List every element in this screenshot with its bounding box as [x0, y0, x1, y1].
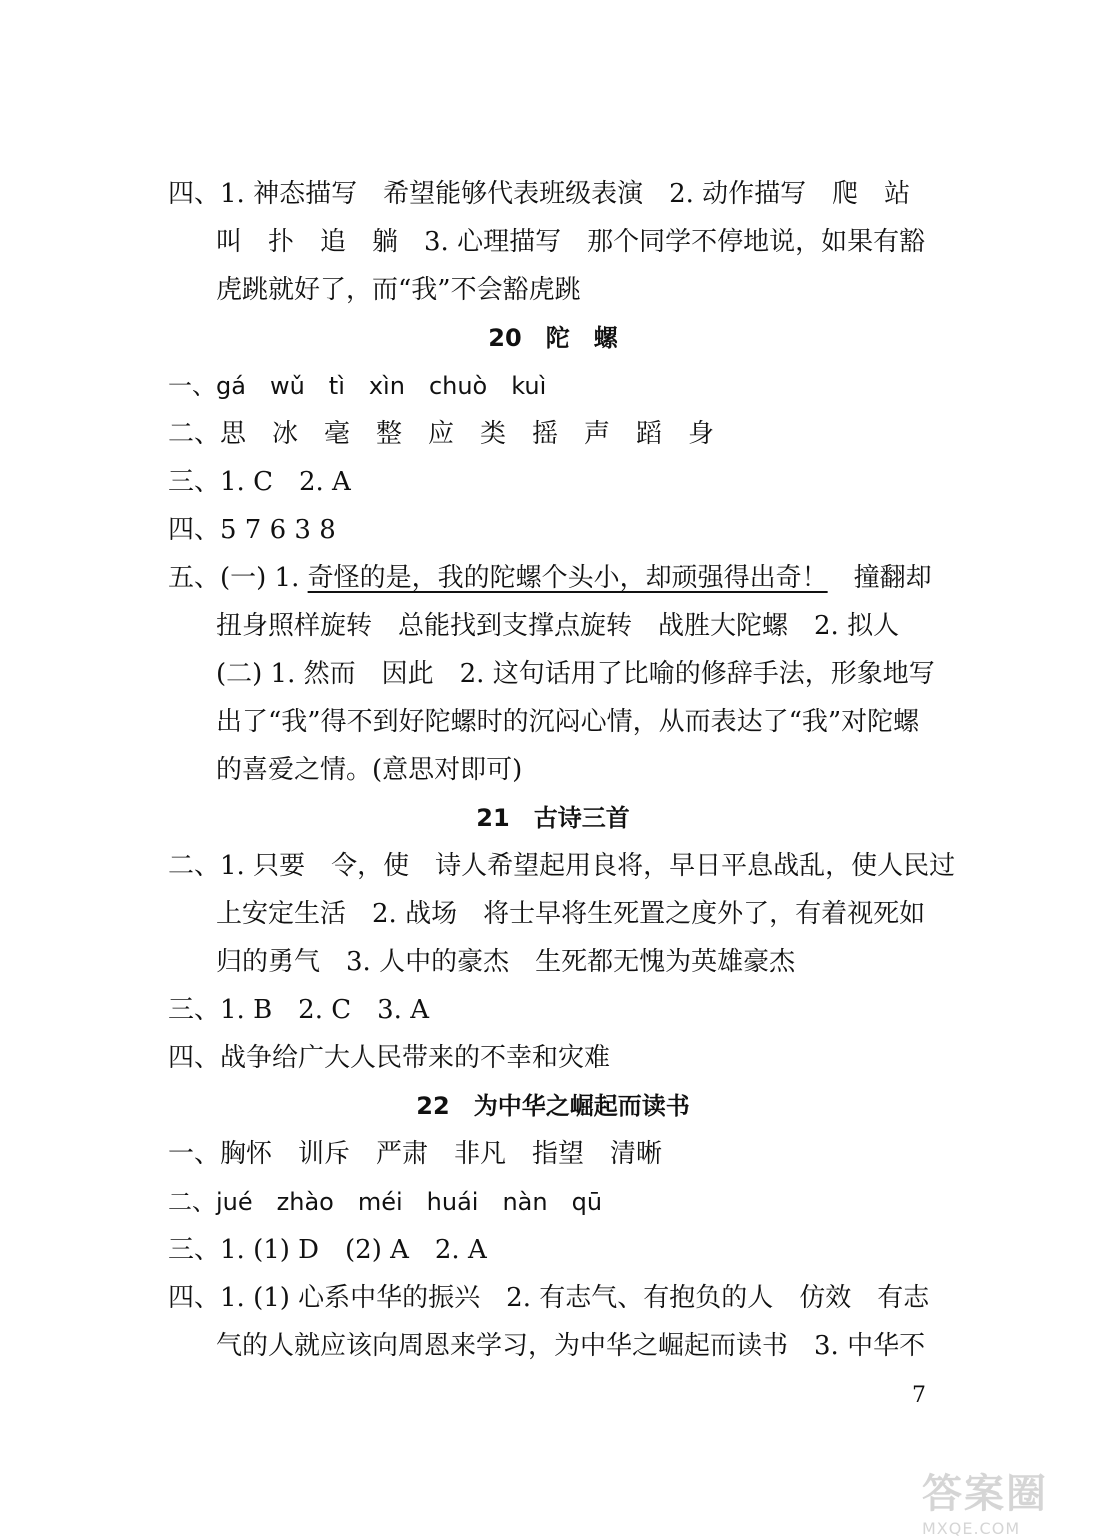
s20-answer-5-suffix: 撞翻却 — [827, 563, 932, 593]
underlined-sentence: 奇怪的是，我的陀螺个头小，却顽强得出奇！ — [307, 563, 828, 593]
s21-answer-2: 三、1. B 2. C 3. A — [168, 995, 429, 1025]
s22-answer-4: 四、1. (1) 心系中华的振兴 2. 有志气、有抱负的人 仿效 有志 — [168, 1283, 930, 1313]
s20-answer-5-line-4: 出了“我”得不到好陀螺时的沉闷心情，从而表达了“我”对陀螺 — [216, 707, 920, 737]
s22-answer-1: 一、胸怀 训斥 严肃 非凡 指望 清晰 — [168, 1139, 663, 1169]
s20-answer-1: 一、gá wǔ tì xìn chuò kuì — [168, 372, 547, 400]
s20-answer-3: 三、1. C 2. A — [168, 467, 351, 497]
watermark-title: 答案圈 — [922, 1471, 1048, 1517]
s19-line-2: 叫 扑 追 躺 3. 心理描写 那个同学不停地说，如果有豁 — [216, 227, 926, 257]
s20-answer-5-prefix: 五、(一) 1. — [168, 563, 308, 593]
lesson-20-title: 20 陀 螺 — [488, 324, 618, 352]
s22-answer-3: 三、1. (1) D (2) A 2. A — [168, 1235, 487, 1265]
s22-answer-2: 二、jué zhào méi huái nàn qū — [168, 1188, 603, 1216]
s20-answer-2: 二、思 冰 毫 整 应 类 摇 声 蹈 身 — [168, 419, 715, 449]
s19-line-1: 四、1. 神态描写 希望能够代表班级表演 2. 动作描写 爬 站 — [168, 179, 911, 209]
page-number: 7 — [912, 1383, 926, 1408]
s20-answer-5-line-3: (二) 1. 然而 因此 2. 这句话用了比喻的修辞手法，形象地写 — [216, 659, 935, 689]
watermark-logo — [922, 1462, 1092, 1538]
s20-answer-5 — [168, 554, 938, 602]
s20-answer-5-line-5: 的喜爱之情。(意思对即可) — [216, 755, 523, 785]
lesson-21-title: 21 古诗三首 — [476, 804, 630, 832]
s20-answer-4: 四、5 7 6 3 8 — [168, 515, 336, 545]
s21-answer-1-line-3: 归的勇气 3. 人中的豪杰 生死都无愧为英雄豪杰 — [216, 947, 796, 977]
s20-answer-5-line-2: 扭身照样旋转 总能找到支撑点旋转 战胜大陀螺 2. 拟人 — [216, 611, 900, 641]
watermark-url: MXQE.COM — [922, 1519, 1021, 1538]
answer-block — [168, 170, 956, 1370]
s21-answer-3: 四、战争给广大人民带来的不幸和灾难 — [168, 1043, 611, 1073]
s21-answer-1-line-2: 上安定生活 2. 战场 将士早将生死置之度外了，有着视死如 — [216, 899, 926, 929]
lesson-22-title: 22 为中华之崛起而读书 — [416, 1092, 690, 1120]
s19-line-3: 虎跳就好了，而“我”不会豁虎跳 — [216, 275, 581, 305]
s22-answer-4-line-2: 气的人就应该向周恩来学习，为中华之崛起而读书 3. 中华不 — [216, 1331, 926, 1361]
s21-answer-1: 二、1. 只要 令，使 诗人希望起用良将，早日平息战乱，使人民过 — [168, 851, 956, 881]
